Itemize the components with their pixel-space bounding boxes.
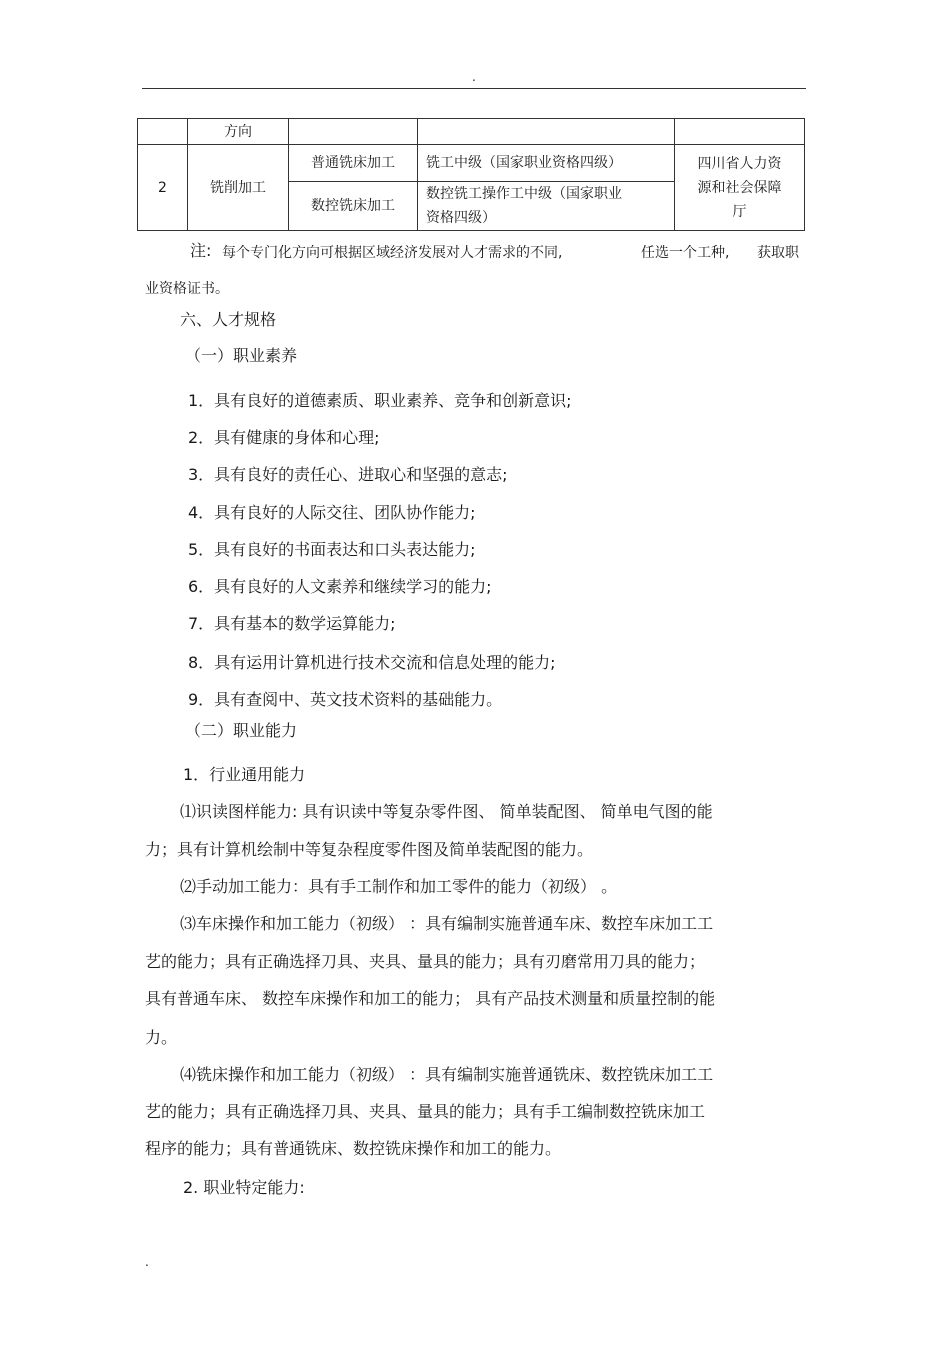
- table-cell: 方向: [188, 119, 289, 145]
- list-item: 4．具有良好的人际交往、团队协作能力;: [188, 503, 476, 522]
- list-item: 9．具有查阅中、英文技术资料的基础能力。: [188, 690, 503, 709]
- paragraph-line: 具有普通车床、 数控车床操作和加工的能力； 具有产品技术测量和质量控制的能: [145, 989, 716, 1008]
- table-cell: [289, 119, 418, 145]
- certificate-line: 数控铣工操作工中级（国家职业: [426, 186, 622, 202]
- issuer-cell: [675, 145, 805, 231]
- ability-heading: 2. 职业特定能力:: [183, 1178, 305, 1197]
- ability-heading: 1．行业通用能力: [183, 765, 306, 784]
- list-item: 6．具有良好的人文素养和继续学习的能力;: [188, 577, 492, 596]
- note-text: 每个专门化方向可根据区域经济发展对人才需求的不同,: [222, 245, 563, 261]
- paragraph-line: 力。: [145, 1028, 178, 1047]
- paragraph-line: ⑷铣床操作和加工能力（初级） ：具有编制实施普通铣床、数控铣床加工工: [180, 1065, 714, 1084]
- table-row: [138, 145, 805, 182]
- sub-direction-cell: 数控铣床加工: [289, 182, 418, 231]
- certificate-cell: 铣工中级（国家职业资格四级）: [418, 145, 675, 182]
- note-text: 任选一个工种,: [641, 245, 730, 261]
- paragraph-line: ⑴识读图样能力: 具有识读中等复杂零件图、 简单装配图、 简单电气图的能: [180, 802, 713, 821]
- sub-direction-cell: 普通铣床加工: [289, 145, 418, 182]
- issuer-line: 厅: [732, 203, 747, 220]
- list-item: 7．具有基本的数学运算能力;: [188, 614, 396, 633]
- header-rule: [142, 88, 806, 89]
- list-item: 1．具有良好的道德素质、职业素养、竞争和创新意识;: [188, 391, 572, 410]
- subsection-heading: （一）职业素养: [185, 346, 298, 365]
- table-cell: [138, 119, 188, 145]
- subsection-heading: （二）职业能力: [185, 721, 298, 740]
- certificate-cell: [418, 182, 675, 231]
- list-item: 3．具有良好的责任心、进取心和坚强的意志;: [188, 465, 508, 484]
- table-row: [138, 119, 805, 145]
- direction-cell: 铣削加工: [188, 145, 289, 231]
- issuer-line: 四川省人力资: [697, 155, 782, 172]
- certificate-table: [137, 118, 805, 231]
- note-text: 业资格证书。: [145, 281, 229, 297]
- note-label: 注:: [190, 241, 212, 260]
- certificate-line: 资格四级）: [426, 210, 496, 226]
- footer-mark: .: [145, 1255, 149, 1269]
- table-cell: [675, 119, 805, 145]
- paragraph-line: 力；具有计算机绘制中等复杂程度零件图及简单装配图的能力。: [145, 840, 594, 859]
- row-number: 2: [138, 145, 188, 231]
- list-item: 5．具有良好的书面表达和口头表达能力;: [188, 540, 476, 559]
- list-item: 8．具有运用计算机进行技术交流和信息处理的能力;: [188, 653, 556, 672]
- issuer-line: 源和社会保障: [697, 179, 782, 196]
- section-heading: 六、人才规格: [180, 310, 277, 329]
- paragraph-line: 艺的能力；具有正确选择刀具、夹具、量具的能力；具有刃磨常用刀具的能力；: [145, 952, 706, 971]
- list-item: 2．具有健康的身体和心理;: [188, 428, 380, 447]
- header-mark: .: [472, 70, 476, 84]
- paragraph-line: ⑵手动加工能力：具有手工制作和加工零件的能力（初级） 。: [180, 877, 618, 896]
- paragraph-line: 程序的能力；具有普通铣床、数控铣床操作和加工的能力。: [145, 1139, 562, 1158]
- table-cell: [418, 119, 675, 145]
- paragraph-line: 艺的能力；具有正确选择刀具、夹具、量具的能力；具有手工编制数控铣床加工: [145, 1102, 706, 1121]
- paragraph-line: ⑶车床操作和加工能力（初级） ：具有编制实施普通车床、数控车床加工工: [180, 914, 714, 933]
- note-text: 获取职: [757, 245, 799, 261]
